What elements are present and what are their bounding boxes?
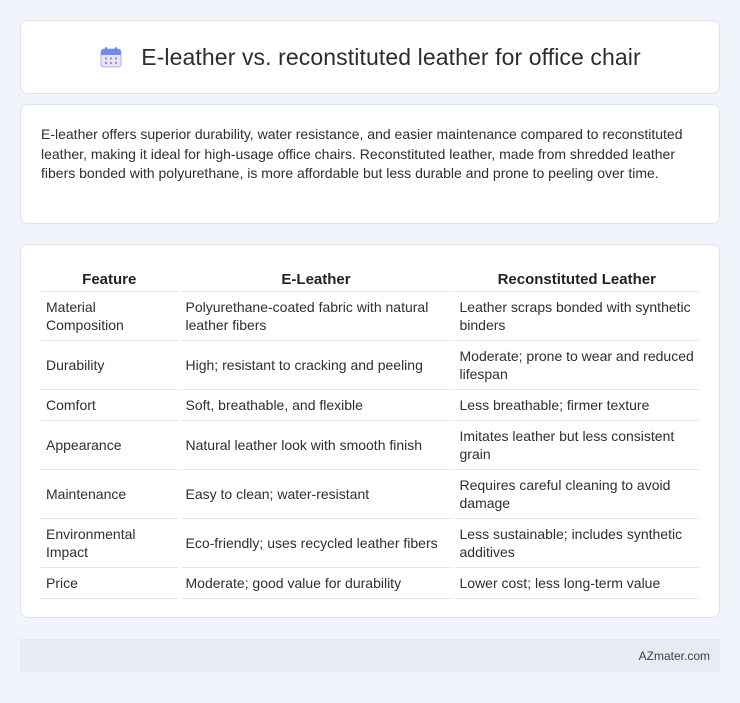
- e-leather-cell: Easy to clean; water-resistant: [179, 469, 453, 518]
- e-leather-cell: Natural leather look with smooth finish: [179, 420, 453, 469]
- title-card: [20, 20, 720, 94]
- feature-cell: Durability: [41, 340, 179, 389]
- page-title: E-leather vs. reconstituted leather for office chair: [141, 43, 641, 70]
- footer-bar: [20, 639, 720, 672]
- calendar-icon: [99, 45, 123, 69]
- e-leather-cell: Soft, breathable, and flexible: [179, 389, 453, 420]
- e-leather-cell: High; resistant to cracking and peeling: [179, 340, 453, 389]
- feature-cell: Environmental Impact: [41, 518, 179, 567]
- table-row: [41, 518, 699, 567]
- e-leather-cell: Eco-friendly; uses recycled leather fibers: [179, 518, 453, 567]
- header-reconstituted-leather: Reconstituted Leather: [453, 265, 699, 291]
- table-row: [41, 340, 699, 389]
- summary-text: E-leather offers superior durability, water resistance, and easier maintenance compared to reconstituted leather, making it ideal for high-usage office chairs. Reconstituted leather, made from shredded leather fibers bonded with polyurethane, is more affordable but less durable and prone to peeling over time.: [41, 126, 683, 182]
- feature-cell: Appearance: [41, 420, 179, 469]
- e-leather-cell: Polyurethane-coated fabric with natural leather fibers: [179, 291, 453, 340]
- header-e-leather: E-Leather: [179, 265, 453, 291]
- comparison-card: [20, 244, 720, 618]
- table-row: [41, 469, 699, 518]
- feature-cell: Maintenance: [41, 469, 179, 518]
- reconstituted-cell: Lower cost; less long-term value: [453, 567, 699, 598]
- reconstituted-cell: Moderate; prone to wear and reduced lifespan: [453, 340, 699, 389]
- footer-brand: AZmater.com: [638, 648, 710, 663]
- e-leather-cell: Moderate; good value for durability: [179, 567, 453, 598]
- reconstituted-cell: Less sustainable; includes synthetic additives: [453, 518, 699, 567]
- reconstituted-cell: Requires careful cleaning to avoid damage: [453, 469, 699, 518]
- table-row: [41, 291, 699, 340]
- table-row: [41, 567, 699, 598]
- reconstituted-cell: Less breathable; firmer texture: [453, 389, 699, 420]
- title-wrap: [99, 44, 641, 71]
- reconstituted-cell: Imitates leather but less consistent grain: [453, 420, 699, 469]
- header-feature: Feature: [41, 265, 179, 291]
- table-header-row: [41, 265, 699, 291]
- reconstituted-cell: Leather scraps bonded with synthetic binders: [453, 291, 699, 340]
- comparison-table: [41, 265, 699, 599]
- feature-cell: Material Composition: [41, 291, 179, 340]
- summary-card: [20, 104, 720, 224]
- table-row: [41, 389, 699, 420]
- table-row: [41, 420, 699, 469]
- feature-cell: Price: [41, 567, 179, 598]
- feature-cell: Comfort: [41, 389, 179, 420]
